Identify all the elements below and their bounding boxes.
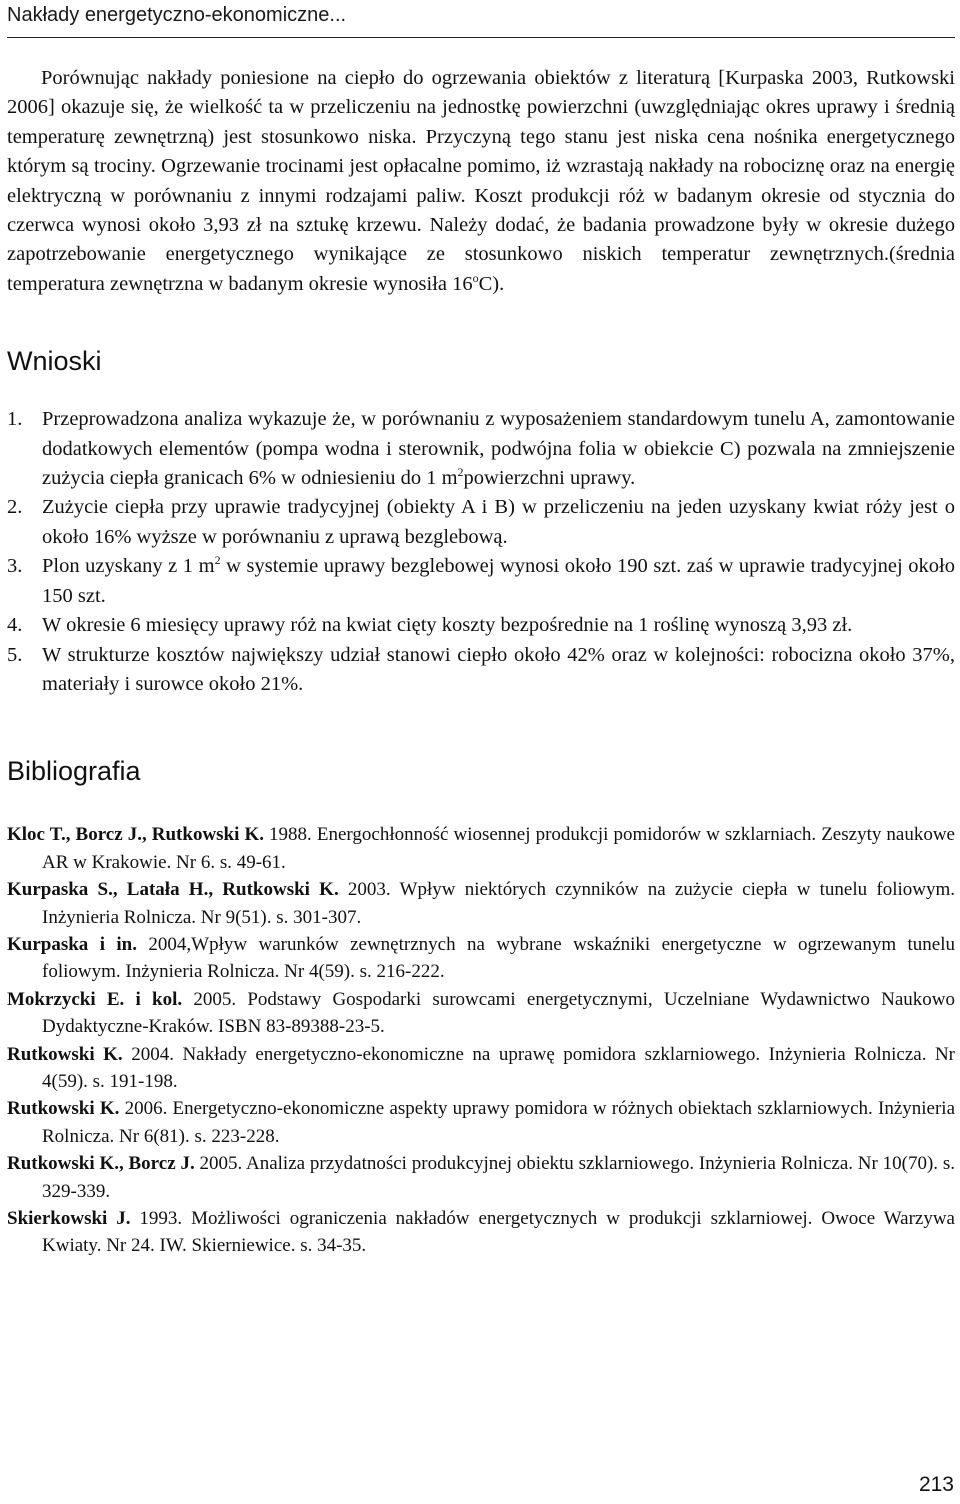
reference-item (7, 1041, 955, 1096)
text-run: W okresie 6 miesięcy uprawy róż na kwiat cięty koszty bezpośrednie na 1 roślinę wynoszą 3,93 zł. (42, 614, 853, 637)
conclusion-item (7, 493, 955, 552)
reference-item (7, 1205, 955, 1260)
superscript: 2 (457, 465, 464, 480)
running-title: Nakłady energetyczno-ekonomiczne... (7, 4, 347, 26)
text-run: Porównując nakłady poniesione na ciepło do ogrzewania obiektów z literaturą [Kurpaska 2003, Rutkowski 2006] okazuje się, że wielkość ta w przeliczeniu na jednostkę powierzchni (uwzględniając okres uprawy i średnią temperaturę zewnętrzną) jest stosunkowo niska. Przyczyną tego stanu jest niska cena nośnika energetycznego którym są trociny. Ogrzewanie trocinami jest opłacalne pomimo, iż wzrastają nakłady na robociznę oraz na energię elektryczną w porównaniu z innymi rodzajami paliw. Koszt produkcji róż w badanym okresie od stycznia do czerwca wynosi około 3,93 zł na sztukę krzewu. Należy dodać, że badania prowadzone były w okresie dużego zapotrzebowanie energetycznego wynikające ze stosunkowo niskich temperatur zewnętrznych.(średnia temperatura zewnętrzna w badanym okresie wynosiła 16 (7, 67, 955, 295)
reference-text: 2004. Nakłady energetyczno-ekonomiczne na uprawę pomidora szklarniowego. Inżynieria Rolnicza. Nr 4(59). s. 191-198. (42, 1043, 956, 1092)
reference-text: 2003. Wpływ niektórych czynników na zużycie ciepła w tunelu foliowym. Inżynieria Rolnicza. Nr 9(51). s. 301-307. (42, 879, 955, 928)
reference-authors: Rutkowski K., Borcz J. (7, 1153, 195, 1175)
reference-authors: Kloc T., Borcz J., Rutkowski K. (7, 824, 264, 846)
text-run: W strukturze kosztów największy udział stanowi ciepło około 42% oraz w kolejności: robocizna około 37%, materiały i surowce około 21%. (42, 643, 955, 695)
conclusion-number: 2. (7, 496, 23, 519)
reference-authors: Mokrzycki E. i kol. (7, 988, 183, 1010)
conclusion-number: 1. (7, 408, 23, 431)
reference-text: 2006. Energetyczno-ekonomiczne aspekty uprawy pomidora w różnych obiektach szklarniowych. Inżynieria Rolnicza. Nr 6(81). s. 223-228. (42, 1098, 956, 1147)
conclusion-item (7, 641, 955, 700)
reference-item (7, 986, 955, 1041)
page-content (7, 64, 955, 1260)
reference-text: 1993. Możliwości ograniczenia nakładów energetycznych w produkcji szklarniowej. Owoce Warzywa Kwiaty. Nr 24. IW. Skierniewice. s. 34-35. (42, 1208, 955, 1257)
text-run: w systemie uprawy bezglebowej wynosi około 190 szt. zaś w uprawie tradycyjnej około 150 szt. (42, 555, 955, 607)
text-run: Plon uzyskany z 1 m (42, 555, 215, 578)
text-run: powierzchni uprawy. (463, 467, 636, 490)
conclusions-list (7, 405, 955, 699)
superscript: o (472, 271, 479, 286)
text-run: Przeprowadzona analiza wykazuje że, w porównaniu z wyposażeniem standardowym tunelu A, zamontowanie dodatkowych elementów (pompa wodna i sterownik, podwójna folia w obiekcie C) pozwala na zmniejszenie zużycia ciepła granicach 6% w odniesieniu do 1 m (42, 408, 955, 490)
reference-item (7, 1150, 955, 1205)
conclusion-item (7, 611, 955, 640)
conclusion-item (7, 552, 955, 611)
conclusion-number: 3. (7, 555, 23, 578)
text-run: Zużycie ciepła przy uprawie tradycyjnej (obiekty A i B) w przeliczeniu na jeden uzyskany kwiat róży jest o około 16% wyższe w porównaniu z uprawą bezglebową. (42, 496, 955, 548)
reference-authors: Kurpaska S., Latała H., Rutkowski K. (7, 879, 339, 901)
conclusion-number: 4. (7, 614, 23, 637)
conclusion-item (7, 405, 955, 493)
reference-authors: Skierkowski J. (7, 1208, 131, 1229)
reference-authors: Rutkowski K. (7, 1043, 123, 1065)
conclusions-heading: Wnioski (7, 346, 102, 377)
bibliography-heading: Bibliografia (7, 756, 141, 787)
reference-authors: Kurpaska i in. (7, 933, 137, 955)
reference-text: 2004,Wpływ warunków zewnętrznych na wybrane wskaźniki energetyczne w ogrzewanym tunelu foliowym. Inżynieria Rolnicza. Nr 4(59). s. 216-222. (42, 933, 956, 983)
bibliography-list (7, 821, 955, 1260)
discussion-paragraph (7, 64, 955, 299)
reference-authors: Rutkowski K. (7, 1098, 120, 1120)
page-number: 213 (918, 1473, 954, 1496)
superscript: 2 (214, 553, 221, 568)
reference-item (7, 876, 955, 931)
reference-text: 1988. Energochłonność wiosennej produkcji pomidorów w szklarniach. Zeszyty naukowe AR w Krakowie. Nr 6. s. 49-61. (42, 824, 955, 873)
reference-item (7, 931, 955, 986)
reference-text: 2005. Podstawy Gospodarki surowcami energetycznymi, Uczelniane Wydawnictwo Naukowo Dydaktyczne-Kraków. ISBN 83-89388-23-5. (42, 988, 955, 1038)
reference-text: 2005. Analiza przydatności produkcyjnej obiektu szklarniowego. Inżynieria Rolnicza. Nr 10(70). s. 329-339. (42, 1153, 955, 1202)
conclusion-number: 5. (7, 643, 23, 666)
reference-item (7, 821, 955, 876)
reference-item (7, 1095, 955, 1150)
header-rule (7, 37, 955, 38)
text-run: C). (478, 272, 505, 295)
